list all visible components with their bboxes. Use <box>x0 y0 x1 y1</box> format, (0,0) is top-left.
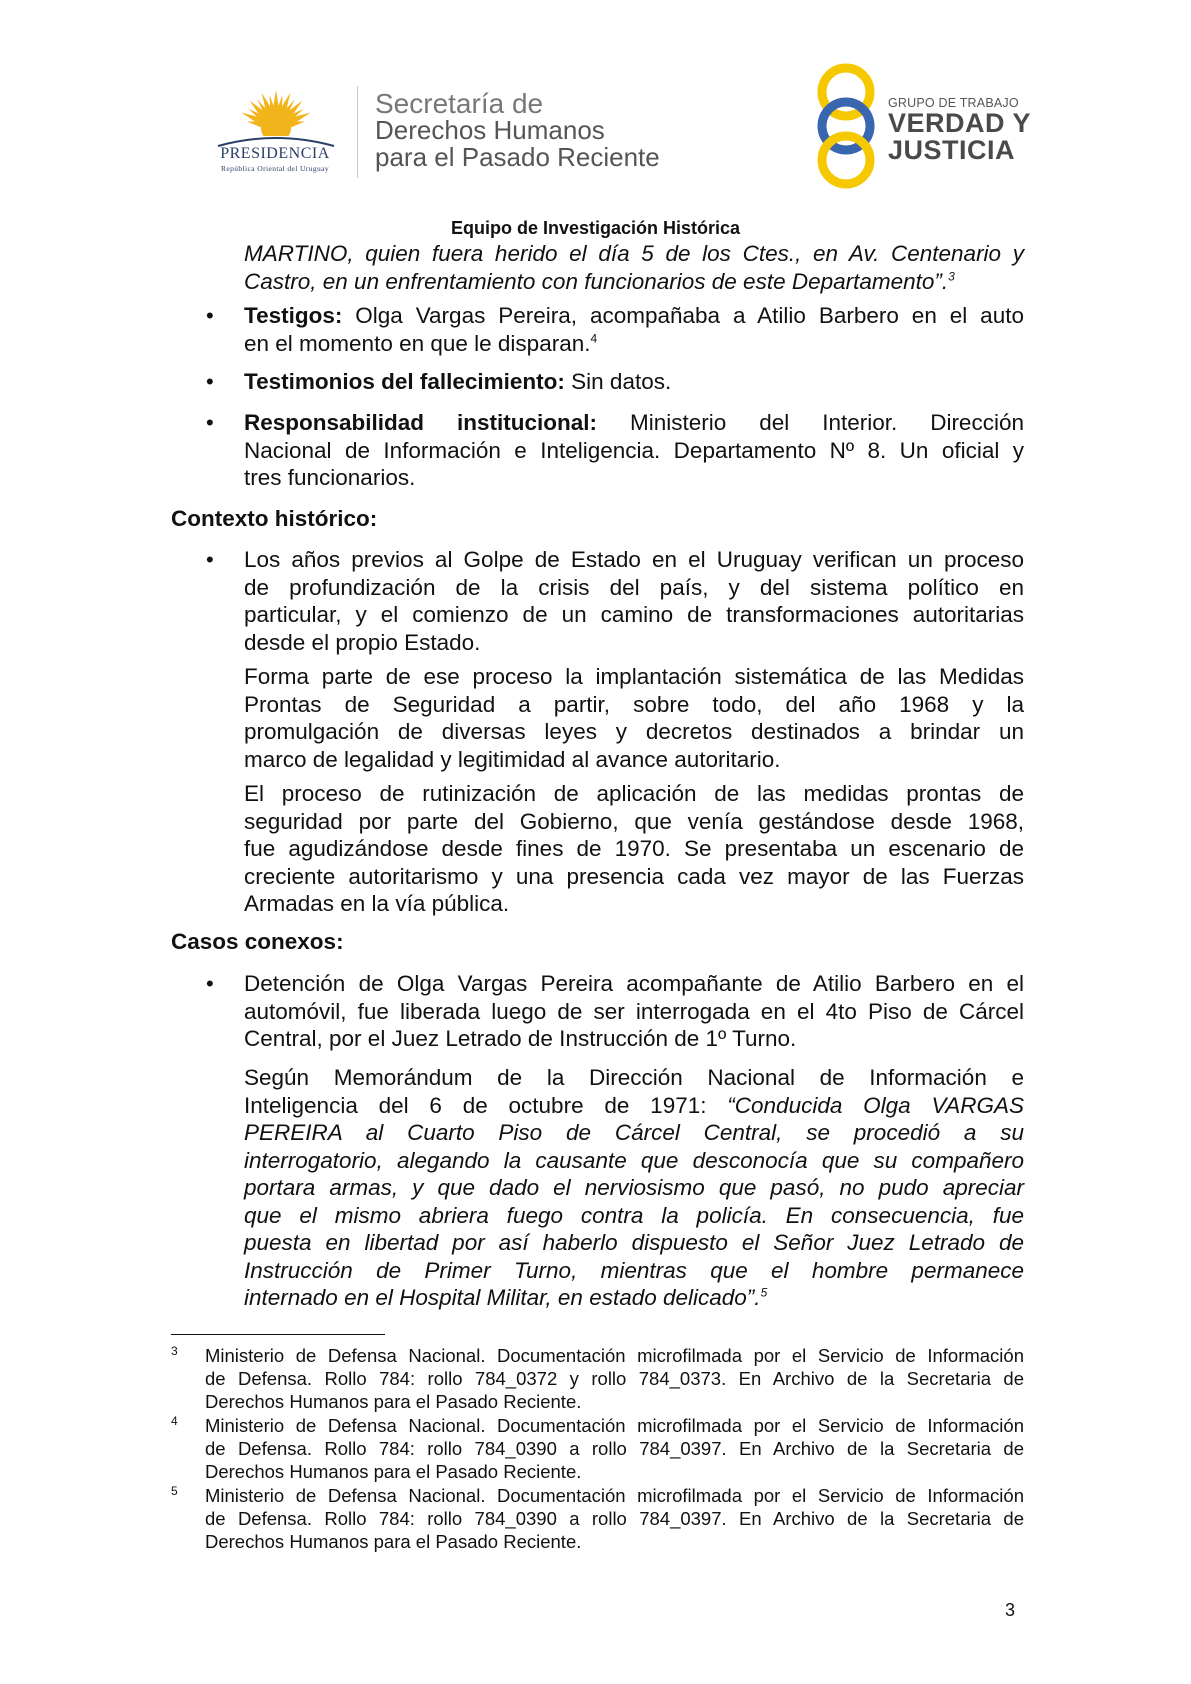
resp-label: Responsabilidad institucional: <box>244 410 597 435</box>
casos-heading: Casos conexos: <box>171 929 344 954</box>
testimonios-text: Sin datos. <box>571 369 672 394</box>
bullet-symbol: • <box>206 410 214 435</box>
contexto-p2-line: marco de legalidad y legitimidad al avance autoritario. <box>244 746 781 772</box>
footnote-line: Ministerio de Defensa Nacional. Documentación microfilmada por el Servicio de Información <box>205 1415 1024 1436</box>
secretaria-line1: Secretaría de <box>375 88 544 119</box>
casos-p2-quote-line: Instrucción de Primer Turno, mientras que el hombre permanece <box>244 1257 1024 1283</box>
footnote-number: 3 <box>171 1344 178 1358</box>
contexto-p3-line: creciente autoritarismo y una presencia cada vez mayor de las Fuerzas <box>244 863 1024 889</box>
casos-p2-quote-start: “Conducida Olga VARGAS <box>727 1092 1024 1118</box>
team-title: Equipo de Investigación Histórica <box>450 218 741 238</box>
presidencia-sublabel: República Oriental del Uruguay <box>220 164 329 173</box>
casos-p2-quote-end: internado en el Hospital Militar, en estado delicado”. <box>244 1285 761 1310</box>
bullet-responsabilidad <box>244 409 1024 492</box>
footnote-5 <box>205 1484 1024 1553</box>
bullet-symbol: • <box>206 547 214 572</box>
bullet-symbol: • <box>206 369 214 394</box>
secretaria-line3: para el Pasado Reciente <box>375 142 660 172</box>
contexto-p2-line: Prontas de Seguridad a partir, sobre todo, del año 1968 y la <box>244 691 1024 717</box>
contexto-p1-line: de profundización de la crisis del país, y del sistema político en <box>244 574 1024 600</box>
footnote-line: de Defensa. Rollo 784: rollo 784_0372 y rollo 784_0373. En Archivo de la Secretaria de <box>205 1368 1024 1389</box>
intro-line2-text: Castro, en un enfrentamiento con funcionarios de este Departamento”. <box>244 268 949 294</box>
grupo-line3: JUSTICIA <box>888 135 1016 165</box>
footnote-line: de Defensa. Rollo 784: rollo 784_0390 a rollo 784_0397. En Archivo de la Secretaria de <box>205 1508 1024 1529</box>
secretaria-line2: Derechos Humanos <box>375 115 605 145</box>
footnote-ref-5[interactable]: 5 <box>760 1285 768 1300</box>
footnote-line: Ministerio de Defensa Nacional. Documentación microfilmada por el Servicio de Información <box>205 1345 1024 1366</box>
presidencia-sun-icon <box>196 78 356 178</box>
page-header <box>0 0 1191 215</box>
resp-line3: tres funcionarios. <box>244 465 416 490</box>
contexto-p3 <box>244 780 1024 918</box>
contexto-p3-line: fue agudizándose desde fines de 1970. Se presentaba un escenario de <box>244 836 1024 861</box>
casos-p2-quote-line: interrogatorio, alegando la causante que desconocía que su compañero <box>244 1147 1024 1173</box>
testigos-line2 <box>244 330 1024 358</box>
contexto-p1-line: Los años previos al Golpe de Estado en el Uruguay verifican un proceso <box>244 547 1024 572</box>
footnote-ref-3[interactable]: 3 <box>948 269 955 283</box>
header-divider <box>357 86 358 178</box>
intro-line2 <box>244 268 1024 296</box>
contexto-p1-line: particular, y el comienzo de un camino de transformaciones autoritarias <box>244 602 1024 627</box>
testigos-line1 <box>244 302 1024 330</box>
casos-p2-line <box>244 1092 1024 1120</box>
intro-line1: MARTINO, quien fuera herido el día 5 de los Ctes., en Av. Centenario y <box>244 241 1024 266</box>
bullet-symbol: • <box>206 971 214 996</box>
footnote-4 <box>205 1414 1024 1483</box>
casos-p1-line: Detención de Olga Vargas Pereira acompañante de Atilio Barbero en el <box>244 971 1024 996</box>
footnote-line: Derechos Humanos para el Pasado Reciente. <box>205 1461 582 1482</box>
contexto-p1-line: desde el propio Estado. <box>244 629 481 655</box>
footnote-ref-4[interactable]: 4 <box>590 331 598 345</box>
grupo-line2: VERDAD Y <box>888 108 1032 138</box>
bullet-testigos <box>244 302 1024 357</box>
footnote-separator <box>171 1334 385 1335</box>
casos-p2-quote-line: PEREIRA al Cuarto Piso de Cárcel Central, se procedió a su <box>244 1120 1024 1145</box>
bullet-symbol: • <box>206 303 214 328</box>
footnote-number: 4 <box>171 1414 178 1428</box>
contexto-p2 <box>244 663 1024 773</box>
contexto-heading: Contexto histórico: <box>171 506 378 531</box>
footnote-3 <box>205 1344 1024 1413</box>
testigos-text2: en el momento en que le disparan. <box>244 330 591 356</box>
casos-p1-line: automóvil, fue liberada luego de ser interrogada en el 4to Piso de Cárcel <box>244 998 1024 1024</box>
contexto-p1 <box>244 546 1024 656</box>
footnote-line: de Defensa. Rollo 784: rollo 784_0390 a rollo 784_0397. En Archivo de la Secretaria de <box>205 1438 1024 1459</box>
resp-line1 <box>244 409 1024 437</box>
bullet-testimonios <box>244 368 1024 396</box>
contexto-p2-line: promulgación de diversas leyes y decretos destinados a brindar un <box>244 719 1024 744</box>
testigos-text1: Olga Vargas Pereira, acompañaba a Atilio Barbero en el auto <box>355 303 1024 328</box>
presidencia-label: PRESIDENCIA <box>220 145 330 162</box>
testigos-label: Testigos: <box>244 303 343 328</box>
contexto-p3-line: seguridad por parte del Gobierno, que venía gestándose desde 1968, <box>244 808 1024 834</box>
casos-p2-quote-line: portara armas, y que dado el nerviosismo que pasó, no pudo apreciar <box>244 1175 1024 1200</box>
resp-text1: Ministerio del Interior. Dirección <box>629 410 1024 435</box>
casos-p2-text: Inteligencia del 6 de octubre de 1971: <box>244 1092 707 1118</box>
casos-p1-line: Central, por el Juez Letrado de Instrucción de 1º Turno. <box>244 1026 797 1051</box>
footnote-line: Ministerio de Defensa Nacional. Documentación microfilmada por el Servicio de Información <box>205 1485 1024 1506</box>
casos-p2 <box>244 1064 1024 1312</box>
page-number: 3 <box>1005 1600 1016 1620</box>
grupo-line1: GRUPO DE TRABAJO <box>888 96 1019 110</box>
intro-quote <box>244 240 1024 295</box>
testimonios-label: Testimonios del fallecimiento: <box>244 369 565 394</box>
footnote-number: 5 <box>171 1484 178 1498</box>
contexto-p3-line: El proceso de rutinización de aplicación de las medidas prontas de <box>244 781 1024 806</box>
contexto-p3-line: Armadas en la vía pública. <box>244 891 510 916</box>
resp-line2: Nacional de Información e Inteligencia. Departamento Nº 8. Un oficial y <box>244 437 1024 463</box>
casos-p2-line: Según Memorándum de la Dirección Nacional de Información e <box>244 1065 1024 1090</box>
contexto-p2-line: Forma parte de ese proceso la implantación sistemática de las Medidas <box>244 664 1024 689</box>
casos-p2-quote-line: que el mismo abriera fuego contra la policía. En consecuencia, fue <box>244 1202 1024 1228</box>
casos-p2-quote-line: puesta en libertad por así haberlo dispuesto el Señor Juez Letrado de <box>244 1230 1024 1255</box>
secretaria-title <box>375 90 660 171</box>
footnote-line: Derechos Humanos para el Pasado Reciente. <box>205 1531 582 1552</box>
grupo-trabajo-title <box>888 96 1031 164</box>
footnote-line: Derechos Humanos para el Pasado Reciente. <box>205 1391 582 1412</box>
casos-p1 <box>244 970 1024 1053</box>
casos-p2-quote-last <box>244 1284 1024 1312</box>
